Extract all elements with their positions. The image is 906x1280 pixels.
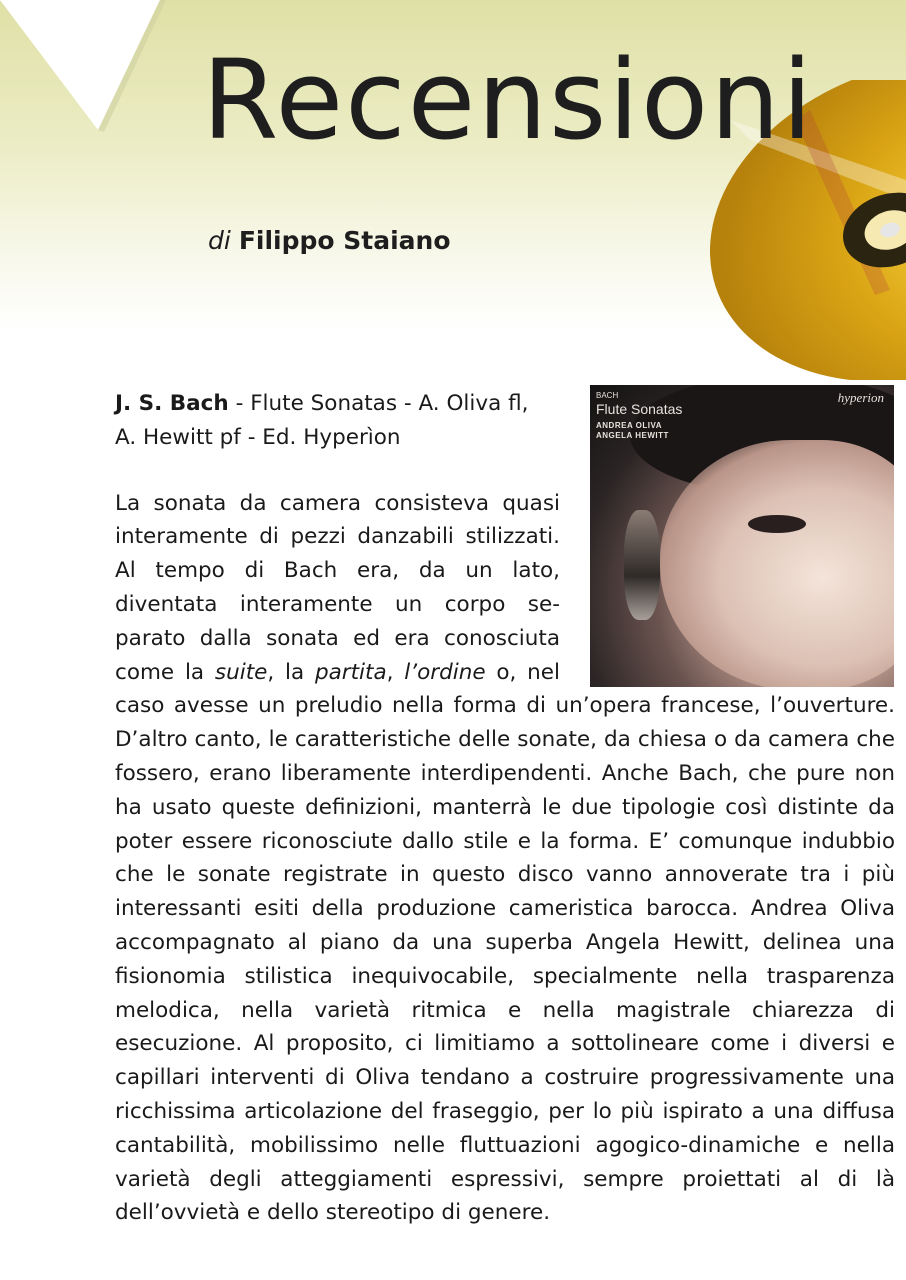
review-details-line-2: A. Hewitt pf - Ed. Hyperìon [115,424,401,450]
cover-spacer [560,387,895,687]
review-details-line-1: Flute Sonatas - A. Oliva fl, [250,391,529,416]
cover-label-logo: hyperion [837,390,884,405]
section-title: Recensioni [202,36,815,164]
review-body-part-2: o, nel caso avesse un preludio nella forma di un’opera francese, l’ouverture. D’altro canto, le caratteristiche delle sonate, da chiesa o da camera che fossero, erano liberamente interdipendenti. Anche Bach, che pure non ha usato queste definizioni, manterrà le due tipologie così distinte da poter essere riconosciute dallo stile e la forma. E’ comunque indubbio che le sonate registrate in questo disco vanno annoverate tra i più interessanti esiti della produzione cameristica barocca. Andrea Oliva accompagnato al piano da una superba Angela Hewitt, delinea una fisionomia stilistica inequivocabile, specialmente nella trasparenza melodica, nella varietà ritmica e nella magistrale chiarezza di esecuzione. Al proposito, ci limitiamo a sottolineare come i diversi e capillari interventi di Oliva tendano a costruire progressivamente una ricchissima articolazione del fraseggio, per lo più ispirato a una diffusa cantabilità, mobilissimo nelle fluttuazioni agogico-dinamiche e nella varietà degli atteggiamenti espressivi, sempre proiettati al di là dell’ovvietà e dello stereotipo di genere. [115,659,895,1226]
byline-prefix: di [208,226,231,255]
review-heading [115,387,560,455]
review-article [115,387,895,1230]
term-ordine: l’ordine [404,659,486,685]
author-name: Filippo Staiano [238,226,451,255]
review-body-sep-2: , [386,659,405,685]
cover-performer-2: ANGELA HEWITT [596,431,669,440]
chevron-decoration [0,0,170,140]
byline [208,226,451,255]
review-composer: J. S. Bach [115,391,229,416]
cover-performer-1: ANDREA OLIVA [596,421,662,430]
review-body-sep-1: , la [267,659,315,685]
cover-composer: BACH [596,391,619,400]
cover-title: Flute Sonatas [596,401,683,417]
term-suite: suite [214,659,268,685]
term-partita: partita [314,659,387,685]
review-body-part-1: La sonata da camera consisteva quasi interamente di pezzi danzabili stilizzati. Al tempo di Bach era, da un lato, diventata interamente un corpo separato dalla sonata ed era conosciuta come la [115,490,560,685]
review-separator: - [228,391,251,416]
